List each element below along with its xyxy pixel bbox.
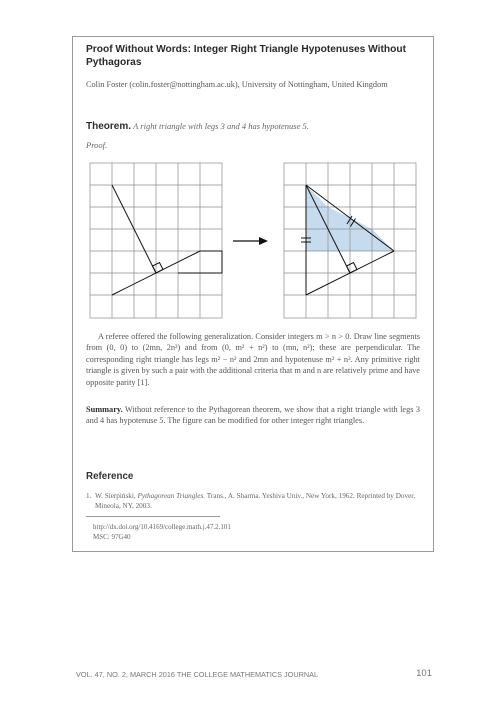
summary-paragraph — [86, 404, 420, 427]
proof-label: Proof. — [86, 140, 108, 150]
page-footer — [76, 670, 432, 679]
reference-details: Trans., A. Sharma. Yeshiva Univ., New York, 1962. Reprinted by Dover, Mineola, NY, 2003. — [95, 492, 416, 510]
right-right-angle-mark — [347, 263, 358, 274]
left-right-angle-mark — [153, 263, 164, 274]
reference-title: Pythagorean Triangles. — [137, 492, 206, 500]
left-grid — [90, 163, 222, 318]
arrow — [233, 237, 268, 245]
author-line: Colin Foster (colin.foster@nottingham.ac.uk), University of Nottingham, United Kingdom — [86, 80, 388, 89]
footnote-rule — [86, 516, 220, 517]
journal-info: VOL. 47, NO. 2, MARCH 2016 THE COLLEGE MATHEMATICS JOURNAL — [76, 670, 319, 679]
proof-figure — [0, 0, 504, 330]
msc-code: MSC: 97G40 — [93, 533, 131, 541]
reference-heading: Reference — [86, 471, 134, 482]
article-title: Proof Without Words: Integer Right Triangle Hypotenuses Without Pythagoras — [86, 44, 406, 68]
left-figure — [90, 163, 222, 318]
summary-heading: Summary. — [86, 405, 123, 414]
summary-text: Without reference to the Pythagorean theorem, we show that a right triangle with legs 3 and 4 has hypotenuse 5. The figure can be modified for other integer right triangles. — [86, 405, 420, 426]
theorem-heading: Theorem. — [86, 121, 132, 132]
reference-number: 1. — [86, 492, 92, 500]
footnote — [93, 522, 231, 542]
page-number: 101 — [416, 668, 432, 679]
theorem-statement: A right triangle with legs 3 and 4 has hypotenuse 5. — [133, 121, 309, 131]
right-figure — [284, 163, 416, 318]
reference-author: W. Sierpiński, — [95, 492, 136, 500]
reference-item — [86, 491, 420, 511]
doi-link[interactable]: http://dx.doi.org/10.4169/college.math.j.47.2.101 — [93, 523, 231, 531]
right-grid — [284, 163, 416, 318]
generalization-paragraph: A referee offered the following generalization. Consider integers m > n > 0. Draw line segments from (0, 0) to (2mn, 2n²) and from (0, m² + n²) to (mn, n²); these are perpendicular. The corresponding right triangle has legs m² − n² and 2mn and hypotenuse m² + n². Any primitive right triangle is given by such a pair with the additional criteria that m and n are relatively prime and have opposite parity [1]. — [86, 332, 420, 387]
